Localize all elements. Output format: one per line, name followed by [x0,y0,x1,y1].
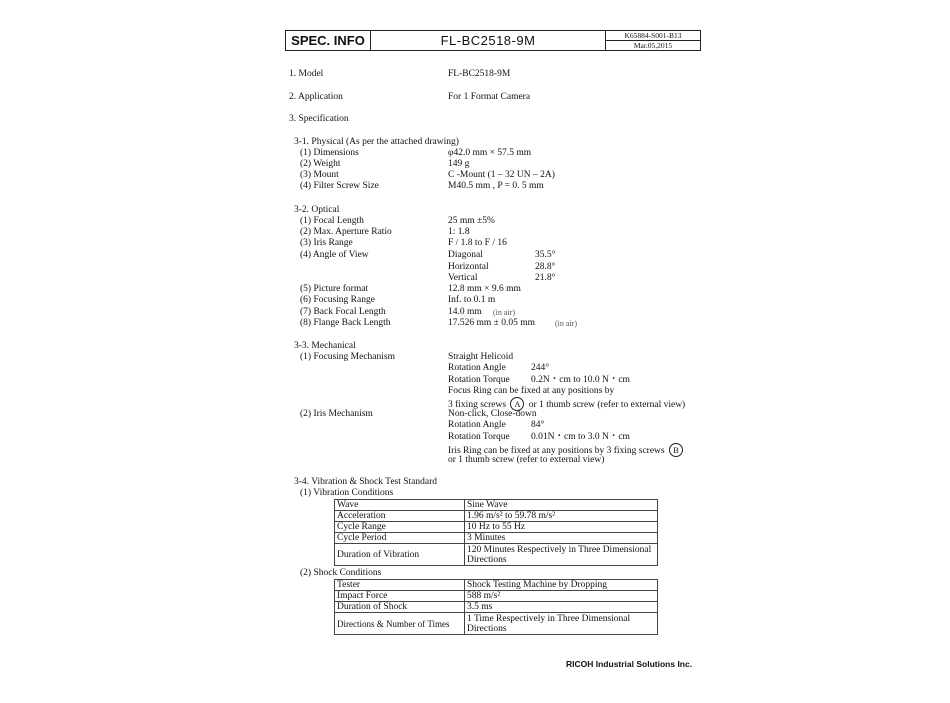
table-cell: Directions & Number of Times [335,613,465,635]
aov-horizontal-value: 28.8° [535,262,556,272]
iris-mech-label: (2) Iris Mechanism [300,409,373,419]
filter-label: (4) Filter Screw Size [300,181,379,191]
iris-range-label: (3) Iris Range [300,238,353,248]
picture-value: 12.8 mm × 9.6 mm [448,284,521,294]
focus-angle-value: 244° [531,363,550,373]
bfl-value: 14.0 mm [448,307,482,317]
table-cell: Impact Force [335,591,465,602]
table-row [335,591,658,602]
doc-info [606,31,700,50]
dimensions-label: (1) Dimensions [300,148,359,158]
table-cell: Wave [335,500,465,511]
table-cell: 1 Time Respectively in Three Dimensional Directions [465,613,658,635]
table-cell: Sine Wave [465,500,658,511]
iris-angle-value: 84° [531,420,545,430]
table-cell: Cycle Range [335,522,465,533]
company-footer: RICOH Industrial Solutions Inc. [566,659,693,669]
optical-heading: 3-2. Optical [294,205,340,215]
iris-note-1-text: Iris Ring can be fixed at any positions by 3 fixing screws [448,446,665,456]
doc-date: Mar.05,2015 [633,41,673,50]
iris-torque-label: Rotation Torque [448,432,510,442]
specification-label: 3. Specification [289,114,349,124]
iris-note-2: or 1 thumb screw (refer to external view) [448,455,605,465]
application-value: For 1 Format Camera [448,92,531,102]
ffl-label: (8) Flange Back Length [300,318,391,328]
table-cell: Duration of Vibration [335,544,465,566]
iris-mech-type: Non-click, Close-down [448,409,537,419]
table-row [335,500,658,511]
bfl-label: (7) Back Focal Length [300,307,386,317]
table-row [335,522,658,533]
model-title: FL-BC2518-9M [371,31,606,50]
physical-heading: 3-1. Physical (As per the attached drawing) [294,137,459,147]
aov-label: (4) Angle of View [300,250,369,260]
circle-a-marker: A [510,397,524,411]
focusing-range-value: Inf. to 0.1 m [448,295,496,305]
table-row [335,544,658,566]
table-cell: Shock Testing Machine by Dropping [465,580,658,591]
vibration-heading: 3-4. Vibration & Shock Test Standard [294,477,438,487]
aperture-label: (2) Max. Aperture Ratio [300,227,392,237]
doc-number: K65884-S001-B13 [606,31,700,41]
focus-mech-label: (1) Focusing Mechanism [300,352,395,362]
vibration-conditions-label: (1) Vibration Conditions [300,488,394,498]
table-cell: 1.96 m/s² to 59.78 m/s² [465,511,658,522]
focal-value: 25 mm ±5% [448,216,495,226]
weight-value: 149 g [448,159,470,169]
focus-note-2b: or 1 thumb screw (refer to external view) [528,400,686,410]
focal-label: (1) Focal Length [300,216,364,226]
table-cell: Duration of Shock [335,602,465,613]
table-cell: 3.5 ms [465,602,658,613]
table-row [335,580,658,591]
table-cell: 10 Hz to 55 Hz [465,522,658,533]
shock-table [334,579,658,635]
dimensions-value: φ42.0 mm × 57.5 mm [448,148,532,158]
focus-torque-value: 0.2N・cm to 10.0 N・cm [531,375,630,385]
mount-value: C -Mount (1 – 32 UN – 2A) [448,170,555,180]
vibration-table [334,499,658,566]
focus-mech-type: Straight Helicoid [448,352,514,362]
aov-diagonal-value: 35.5° [535,250,556,260]
table-row [335,602,658,613]
model-label: 1. Model [289,69,324,79]
aov-horizontal-name: Horizontal [448,262,489,272]
focusing-range-label: (6) Focusing Range [300,295,375,305]
table-row [335,533,658,544]
focus-torque-label: Rotation Torque [448,375,510,385]
table-cell: 588 m/s² [465,591,658,602]
bfl-note: (in air) [493,308,515,317]
focus-angle-label: Rotation Angle [448,363,506,373]
mount-label: (3) Mount [300,170,339,180]
aov-vertical-name: Vertical [448,273,478,283]
picture-label: (5) Picture format [300,284,369,294]
aperture-value: 1: 1.8 [448,227,470,237]
table-cell: Acceleration [335,511,465,522]
iris-angle-label: Rotation Angle [448,420,506,430]
table-cell: Tester [335,580,465,591]
iris-range-value: F / 1.8 to F / 16 [448,238,507,248]
focus-note-2a: 3 fixing screws [448,400,507,410]
table-row [335,511,658,522]
mechanical-heading: 3-3. Mechanical [294,341,356,351]
iris-torque-value: 0.01N・cm to 3.0 N・cm [531,432,630,442]
weight-label: (2) Weight [300,159,341,169]
table-cell: 120 Minutes Respectively in Three Dimensional Directions [465,544,658,566]
circle-b-marker: B [669,443,683,457]
focus-note-1: Focus Ring can be fixed at any positions by [448,386,615,396]
aov-vertical-value: 21.8° [535,273,556,283]
table-cell: Cycle Period [335,533,465,544]
application-label: 2. Application [289,92,343,102]
aov-diagonal-name: Diagonal [448,250,483,260]
model-value: FL-BC2518-9M [448,69,511,79]
filter-value: M40.5 mm , P = 0. 5 mm [448,181,544,191]
ffl-note: (in air) [555,319,577,328]
spec-header [285,30,701,51]
shock-conditions-label: (2) Shock Conditions [300,568,382,578]
table-row [335,613,658,635]
table-cell: 3 Minutes [465,533,658,544]
spec-info-label: SPEC. INFO [286,31,371,50]
ffl-value: 17.526 mm ± 0.05 mm [448,318,536,328]
